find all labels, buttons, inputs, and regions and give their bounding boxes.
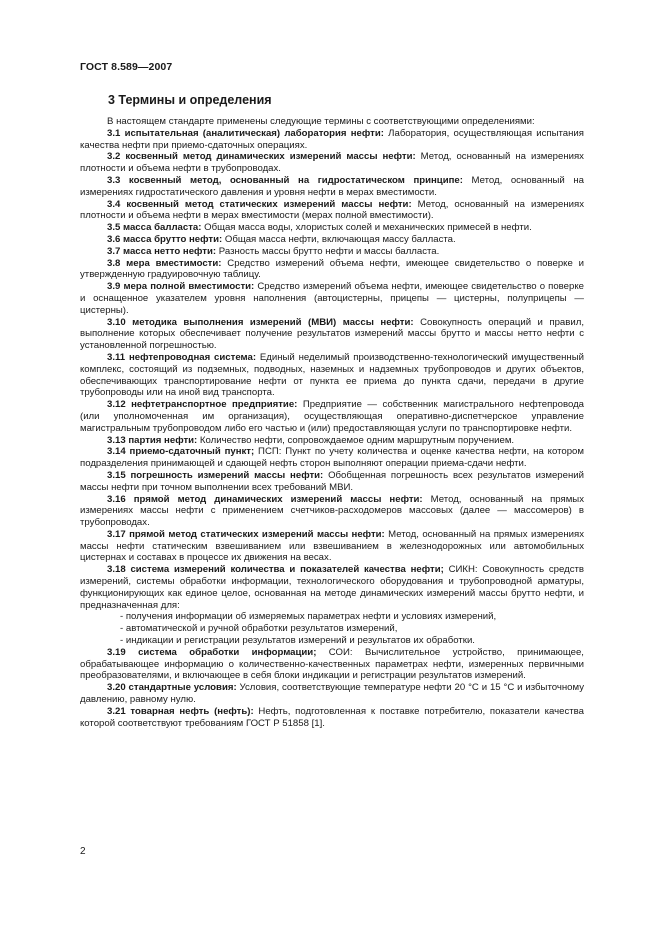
page-number: 2 [80,846,86,857]
term-3-3 [80,175,584,199]
section-title: 3 Термины и определения [108,93,272,107]
term-title: 3.9 мера полной вместимости: [107,281,255,293]
term-definition: Метод, основанный на измерениях плотности и объема нефти в трубопроводах. [80,151,584,175]
term-title: 3.4 косвенный метод статических измерений массы нефти: [107,198,412,210]
term-title: 3.16 прямой метод динамических измерений массы нефти: [107,493,423,505]
term-definition: СОИ: Вычислительное устройство, принимающее, обрабатывающее информацию о количественно-качественных параметрах нефти, измеренных первичными преобразователями, и включающее в себя блоки индикации и регистрации результатов измерений. [80,646,584,682]
term-title: 3.1 испытательная (аналитическая) лаборатория нефти: [107,127,384,139]
terms-body [80,116,584,729]
term-3-9 [80,281,584,316]
term-3-20 [80,682,584,706]
term-3-8 [80,258,584,282]
term-3-19 [80,647,584,682]
term-title: 3.21 товарная нефть (нефть): [107,705,254,717]
term-definition: Метод, основанный на прямых измерениях массы нефти статическим взвешиванием или взвешиванием в железнодорожных или автомобильных цистернах и составах в процессе их движения на весах. [80,528,585,564]
term-definition: Условия, соответствующие температуре нефти 20 °С и 15 °С и избыточному давлению, равному нулю. [80,682,584,706]
term-definition: Метод, основанный на прямых измерениях массы нефти с применением счетчиков-расходомеров массовых (далее — массомеров) в трубопроводах. [80,493,584,529]
term-title: 3.14 приемо-сдаточный пункт; [107,446,255,458]
term-definition: СИКН: Совокупность средств измерений, системы обработки информации, технологического оборудования и трубопроводной арматуры, функционирующих как единое целое, основанная на методе динамических измерений массы брутто нефти, и предназначенная для: [80,564,584,611]
term-definition: Совокупность операций и правил, выполнение которых обеспечивает получение результатов измерений массы брутто и массы нетто нефти с установленной погрешностью. [80,316,584,352]
term-definition: Лаборатория, осуществляющая испытания качества нефти при приемо-сдаточных операциях. [80,127,584,151]
term-3-12 [80,399,584,434]
term-title: 3.5 масса балласта: [107,222,202,234]
term-definition: ПСП: Пункт по учету количества и оценке качества нефти, на котором подразделения принимающей и сдающей нефть сторон выполняют операции приема-сдачи нефти. [80,446,584,470]
term-title: 3.18 система измерений количества и показателей качества нефти; [107,564,444,576]
term-3-16 [80,494,584,529]
term-3-10 [80,317,584,352]
intro-paragraph: В настоящем стандарте применены следующие термины с соответствующими определениями: [107,116,535,127]
term-title: 3.13 партия нефти: [107,434,198,446]
term-title: 3.17 прямой метод статических измерений массы нефти: [107,528,385,540]
term-3-17 [80,529,584,564]
term-3-5 [80,222,584,234]
term-definition: Средство измерений объема нефти, имеющее свидетельство о поверке и утвержденную градуировочную таблицу. [80,257,584,281]
term-definition: Количество нефти, сопровождаемое одним маршрутным поручением. [197,434,515,446]
term-definition: Метод, основанный на измерениях гидростатического давления и уровня нефти в мерах вместимости. [80,174,584,198]
term-title: 3.2 косвенный метод динамических измерений массы нефти: [107,151,416,163]
term-definition: Единый неделимый производственно-технологический имущественный комплекс, состоящий из подземных, подводных, наземных и надземных трубопроводов и других объектов, обеспечивающих транспортирование нефти от пункта ее приема до пункта сдачи, передачи в другие трубопроводы или на иной вид транспорта. [80,351,584,399]
term-title: 3.10 методика выполнения измерений (МВИ) массы нефти: [107,316,414,328]
term-definition: Метод, основанный на измерениях плотности и объема нефти в мерах вместимости (мерах полной вместимости). [80,198,584,222]
term-title: 3.19 система обработки информации; [107,646,317,658]
term-title: 3.15 погрешность измерений массы нефти: [107,469,324,481]
term-definition: Предприятие — собственник магистрального нефтепровода (или уполномоченная им организация), осуществляющая оперативно-диспетчерское управление магистральным трубопроводом либо его частью и (или) предоставляющая услуги по транспортировке нефти. [80,399,584,434]
term-3-14 [80,446,584,470]
term-3-2 [80,151,584,175]
term-title: 3.12 нефтетранспортное предприятие: [107,399,298,411]
term-3-15 [80,470,584,494]
term-3-18 [80,564,584,611]
term-3-7 [80,246,584,258]
term-title: 3.7 масса нетто нефти: [107,245,217,257]
term-definition: Общая масса нефти, включающая массу балласта. [222,233,456,245]
term-definition: Нефть, подготовленная к поставке потребителю, показатели качества которой соответствуют требованиям ГОСТ Р 51858 [1]. [80,705,584,729]
term-3-4 [80,199,584,223]
term-title: 3.8 мера вместимости: [107,257,222,269]
term-definition: Средство измерений объема нефти, имеющее свидетельство о поверке и оснащенное указателем уровня наполнения (автоцистерны, прицепы — цистерны, полуприцепы — цистерны). [80,281,584,316]
term-3-13 [80,435,584,447]
term-title: 3.11 нефтепроводная система: [107,351,257,363]
term-3-6 [80,234,584,246]
term-title: 3.6 масса брутто нефти: [107,233,223,245]
term-definition: Обобщенная погрешность всех результатов измерений массы нефти при точном выполнении всех требований МВИ. [80,469,584,493]
list-item: - индикации и регистрации результатов измерений и результатов их обработки. [120,635,475,647]
term-3-11 [80,352,584,399]
list-item: - автоматической и ручной обработки результатов измерений, [120,623,398,635]
term-definition: Разность массы брутто нефти и массы балласта. [216,245,440,257]
term-3-1 [80,128,584,152]
term-title: 3.20 стандартные условия: [107,682,237,694]
term-title: 3.3 косвенный метод, основанный на гидростатическом принципе: [107,174,463,186]
term-3-21 [80,706,584,730]
document-id: ГОСТ 8.589—2007 [80,61,173,73]
list-item: - получения информации об измеряемых параметрах нефти и условиях измерений, [120,611,497,623]
term-definition: Общая масса воды, хлористых солей и механических примесей в нефти. [201,222,532,234]
